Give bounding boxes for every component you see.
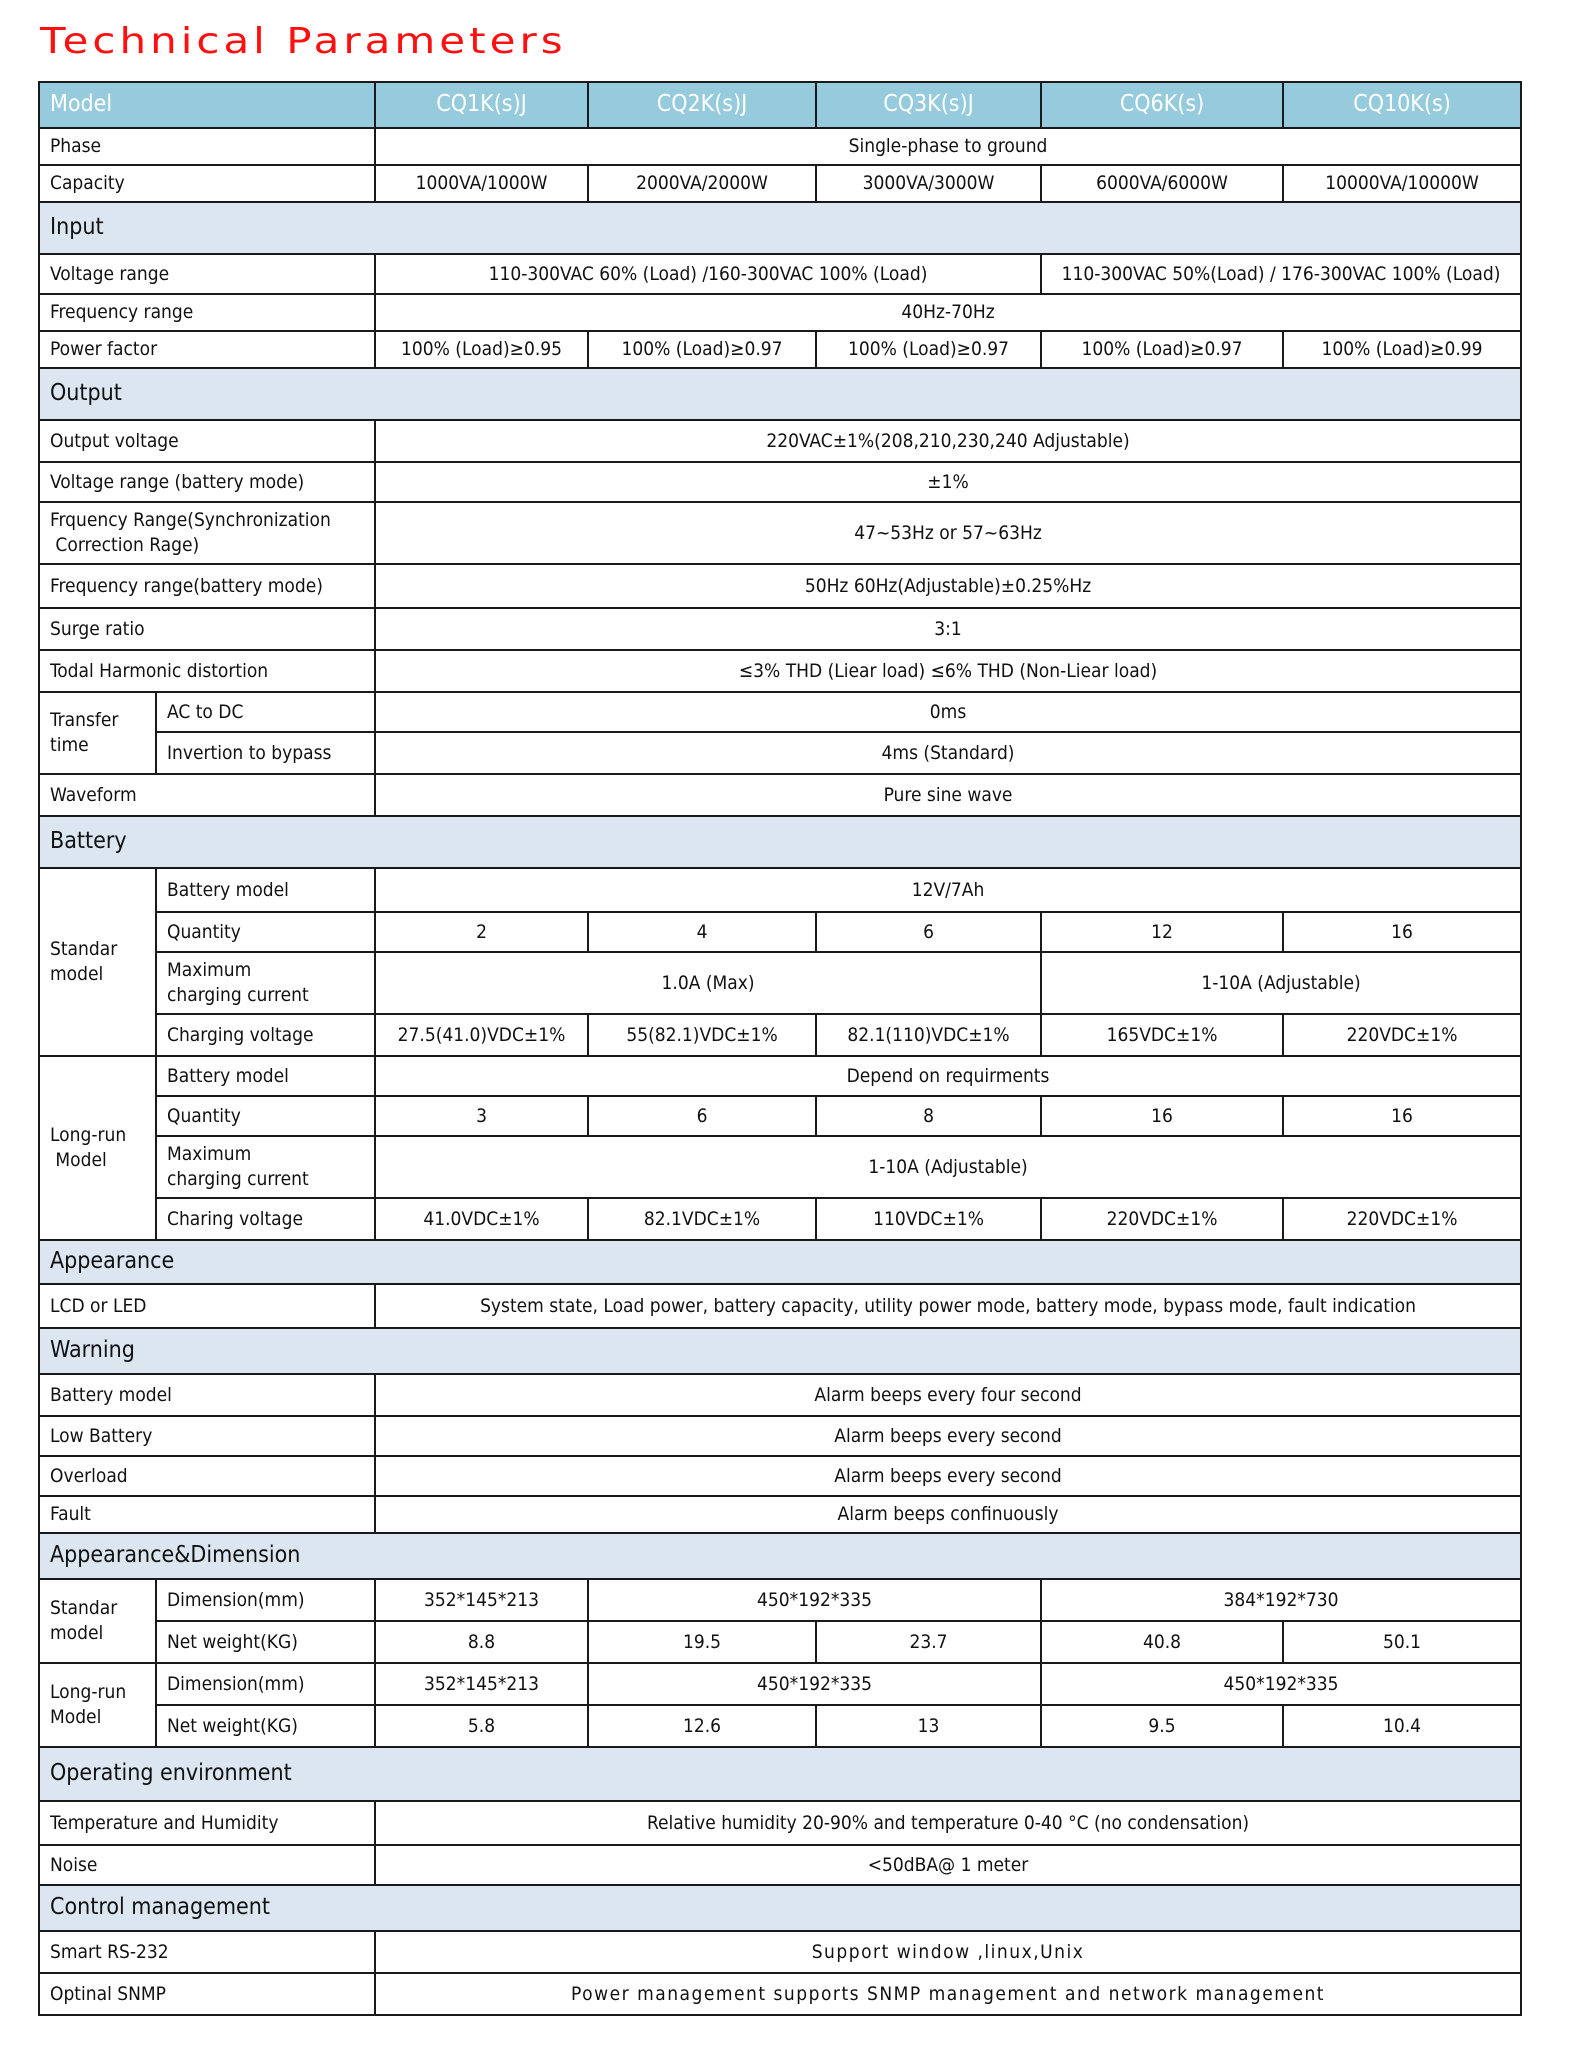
row-label: Battery model: [39, 1374, 375, 1416]
row-label: [156, 1136, 375, 1198]
row-value: 110-300VAC 60% (Load) /160-300VAC 100% (Load): [375, 254, 1041, 294]
section-title: Input: [39, 202, 1521, 254]
row-value: 1-10A (Adjustable): [1041, 952, 1521, 1014]
cell-value: 82.1VDC±1%: [588, 1198, 816, 1240]
table-row: [39, 165, 1521, 202]
section-title: Control management: [39, 1885, 1521, 1931]
section-title: Warning: [39, 1328, 1521, 1374]
table-row: [39, 1801, 1521, 1845]
cell-value: 3: [375, 1096, 588, 1136]
cell-value: 16: [1283, 1096, 1521, 1136]
row-label-line: Maximum: [167, 1143, 252, 1166]
row-label: Fault: [39, 1496, 375, 1533]
row-value: Pure sine wave: [375, 774, 1521, 816]
row-label: Power factor: [39, 331, 375, 368]
table-row: [39, 420, 1521, 462]
row-value: 50Hz 60Hz(Adjustable)±0.25%Hz: [375, 564, 1521, 608]
cell-value: 55(82.1)VDC±1%: [588, 1014, 816, 1056]
row-label: Charging voltage: [156, 1014, 375, 1056]
cell-value: 10000VA/10000W: [1283, 165, 1521, 202]
group-label-line: Long-run: [50, 1681, 127, 1704]
section-header-dimension: [39, 1533, 1521, 1579]
cell-value: 10.4: [1283, 1705, 1521, 1747]
table-row: [39, 868, 1521, 912]
row-label: Todal Harmonic distortion: [39, 650, 375, 692]
row-value: 1-10A (Adjustable): [375, 1136, 1521, 1198]
cell-value: 110VDC±1%: [816, 1198, 1041, 1240]
table-row: [39, 912, 1521, 952]
row-label: Output voltage: [39, 420, 375, 462]
group-label-line: Standar: [50, 1597, 118, 1620]
table-row: [39, 1198, 1521, 1240]
row-label: Noise: [39, 1845, 375, 1885]
cell-value: 8.8: [375, 1621, 588, 1663]
cell-value: 100% (Load)≥0.95: [375, 331, 588, 368]
row-label: Voltage range (battery mode): [39, 462, 375, 502]
row-label: Overload: [39, 1456, 375, 1496]
row-label: Smart RS-232: [39, 1931, 375, 1973]
row-value: 0ms: [375, 692, 1521, 732]
table-row: [39, 1845, 1521, 1885]
cell-value: 23.7: [816, 1621, 1041, 1663]
group-label: [39, 1663, 156, 1747]
group-label-line: Long-run: [50, 1124, 127, 1147]
row-label: Surge ratio: [39, 608, 375, 650]
row-value: Support window ,linux,Unix: [375, 1931, 1521, 1973]
section-title: Battery: [39, 816, 1521, 868]
table-row: [39, 608, 1521, 650]
section-title: Operating environment: [39, 1747, 1521, 1801]
row-label: Net weight(KG): [156, 1621, 375, 1663]
row-label: [156, 952, 375, 1014]
row-label: Voltage range: [39, 254, 375, 294]
cell-value: 2: [375, 912, 588, 952]
table-row: [39, 1496, 1521, 1533]
row-value: ≤3% THD (Liear load) ≤6% THD (Non-Liear load): [375, 650, 1521, 692]
row-label: Quantity: [156, 1096, 375, 1136]
section-header-input: [39, 202, 1521, 254]
cell-value: 6: [816, 912, 1041, 952]
table-row: [39, 254, 1521, 294]
table-row: [39, 462, 1521, 502]
group-label: [39, 1579, 156, 1663]
table-row: [39, 1931, 1521, 1973]
group-label: [39, 1056, 156, 1240]
row-value: Relative humidity 20-90% and temperature 0-40 °C (no condensation): [375, 1801, 1521, 1845]
cell-value: 4: [588, 912, 816, 952]
row-value: 47~53Hz or 57~63Hz: [375, 502, 1521, 564]
cell-value: 100% (Load)≥0.97: [1041, 331, 1283, 368]
row-value: 4ms (Standard): [375, 732, 1521, 774]
row-label: Frequency range(battery mode): [39, 564, 375, 608]
cell-value: 41.0VDC±1%: [375, 1198, 588, 1240]
row-value: 3:1: [375, 608, 1521, 650]
cell-value: 16: [1041, 1096, 1283, 1136]
row-value: Alarm beeps confinuously: [375, 1496, 1521, 1533]
row-value: 110-300VAC 50%(Load) / 176-300VAC 100% (Load): [1041, 254, 1521, 294]
section-header-control: [39, 1885, 1521, 1931]
row-label: Phase: [39, 128, 375, 165]
cell-value: 6000VA/6000W: [1041, 165, 1283, 202]
table-row: [39, 1056, 1521, 1096]
model-header-cq10k: CQ10K(s): [1283, 82, 1521, 128]
cell-value: 352*145*213: [375, 1579, 588, 1621]
group-label-line: model: [50, 1622, 104, 1644]
row-label-line: Correction Rage): [50, 534, 200, 556]
table-row: [39, 564, 1521, 608]
table-row: [39, 732, 1521, 774]
section-header-battery: [39, 816, 1521, 868]
cell-value: 19.5: [588, 1621, 816, 1663]
cell-value: 3000VA/3000W: [816, 165, 1041, 202]
table-row: [39, 692, 1521, 732]
cell-value: 220VDC±1%: [1283, 1014, 1521, 1056]
cell-value: 9.5: [1041, 1705, 1283, 1747]
model-header-cq3k: CQ3K(s)J: [816, 82, 1041, 128]
row-value: 1.0A (Max): [375, 952, 1041, 1014]
row-label: Invertion to bypass: [156, 732, 375, 774]
cell-value: 352*145*213: [375, 1663, 588, 1705]
group-label-line: time: [50, 734, 89, 756]
model-header-cq2k: CQ2K(s)J: [588, 82, 816, 128]
cell-value: 165VDC±1%: [1041, 1014, 1283, 1056]
cell-value: 8: [816, 1096, 1041, 1136]
row-label-line: Frquency Range(Synchronization: [50, 509, 331, 532]
row-value: 40Hz-70Hz: [375, 294, 1521, 331]
row-label: Dimension(mm): [156, 1663, 375, 1705]
row-label: AC to DC: [156, 692, 375, 732]
cell-value: 27.5(41.0)VDC±1%: [375, 1014, 588, 1056]
cell-value: 450*192*335: [588, 1663, 1041, 1705]
row-label: LCD or LED: [39, 1284, 375, 1328]
cell-value: 5.8: [375, 1705, 588, 1747]
table-row: [39, 1456, 1521, 1496]
row-value: Single-phase to ground: [375, 128, 1521, 165]
model-header-label: Model: [39, 82, 375, 128]
cell-value: 384*192*730: [1041, 1579, 1521, 1621]
row-label: Low Battery: [39, 1416, 375, 1456]
table-row: [39, 1663, 1521, 1705]
row-label: Capacity: [39, 165, 375, 202]
section-header-environment: [39, 1747, 1521, 1801]
cell-value: 220VDC±1%: [1041, 1198, 1283, 1240]
row-label: Charing voltage: [156, 1198, 375, 1240]
cell-value: 16: [1283, 912, 1521, 952]
page-title: Technical Parameters: [40, 20, 567, 62]
cell-value: 12: [1041, 912, 1283, 952]
model-header-row: [39, 82, 1521, 128]
table-row: [39, 1705, 1521, 1747]
row-value: 12V/7Ah: [375, 868, 1521, 912]
table-row: [39, 1136, 1521, 1198]
row-value: System state, Load power, battery capacity, utility power mode, battery mode, bypass mode, fault indication: [375, 1284, 1521, 1328]
table-row: [39, 952, 1521, 1014]
row-value: Alarm beeps every four second: [375, 1374, 1521, 1416]
table-row: [39, 294, 1521, 331]
cell-value: 82.1(110)VDC±1%: [816, 1014, 1041, 1056]
cell-value: 100% (Load)≥0.97: [588, 331, 816, 368]
table-row: [39, 331, 1521, 368]
table-row: [39, 1284, 1521, 1328]
model-header-cq1k: CQ1K(s)J: [375, 82, 588, 128]
cell-value: 6: [588, 1096, 816, 1136]
row-value: Depend on requirments: [375, 1056, 1521, 1096]
section-title: Appearance: [39, 1240, 1521, 1284]
cell-value: 100% (Load)≥0.99: [1283, 331, 1521, 368]
row-value: <50dBA@ 1 meter: [375, 1845, 1521, 1885]
row-label: Quantity: [156, 912, 375, 952]
row-value: ±1%: [375, 462, 1521, 502]
group-label-line: model: [50, 963, 104, 985]
row-label: Net weight(KG): [156, 1705, 375, 1747]
cell-value: 1000VA/1000W: [375, 165, 588, 202]
technical-parameters-table: [38, 81, 1522, 2016]
row-value: 220VAC±1%(208,210,230,240 Adjustable): [375, 420, 1521, 462]
table-row: [39, 650, 1521, 692]
row-label-line: Maximum: [167, 959, 252, 982]
row-value: Alarm beeps every second: [375, 1416, 1521, 1456]
row-label: Frequency range: [39, 294, 375, 331]
row-label: Dimension(mm): [156, 1579, 375, 1621]
table-row: [39, 1014, 1521, 1056]
group-label-line: Model: [50, 1706, 102, 1728]
section-title: Output: [39, 368, 1521, 420]
group-label-line: Standar: [50, 938, 118, 961]
cell-value: 450*192*335: [1041, 1663, 1521, 1705]
section-header-warning: [39, 1328, 1521, 1374]
row-label: Optinal SNMP: [39, 1973, 375, 2015]
group-label: [39, 868, 156, 1056]
table-row: [39, 502, 1521, 564]
row-label: Battery model: [156, 868, 375, 912]
cell-value: 100% (Load)≥0.97: [816, 331, 1041, 368]
row-label: Temperature and Humidity: [39, 1801, 375, 1845]
group-label: [39, 692, 156, 774]
cell-value: 12.6: [588, 1705, 816, 1747]
cell-value: 2000VA/2000W: [588, 165, 816, 202]
row-label: Battery model: [156, 1056, 375, 1096]
cell-value: 50.1: [1283, 1621, 1521, 1663]
row-label-line: charging current: [167, 1168, 309, 1190]
cell-value: 13: [816, 1705, 1041, 1747]
section-header-output: [39, 368, 1521, 420]
table-row: [39, 1416, 1521, 1456]
row-label-line: charging current: [167, 984, 309, 1006]
model-header-cq6k: CQ6K(s): [1041, 82, 1283, 128]
cell-value: 220VDC±1%: [1283, 1198, 1521, 1240]
group-label-line: Model: [50, 1149, 107, 1171]
table-row: [39, 128, 1521, 165]
table-row: [39, 1374, 1521, 1416]
section-header-appearance: [39, 1240, 1521, 1284]
cell-value: 450*192*335: [588, 1579, 1041, 1621]
table-row: [39, 1973, 1521, 2015]
row-label: Waveform: [39, 774, 375, 816]
group-label-line: Transfer: [50, 709, 119, 732]
row-value: Alarm beeps every second: [375, 1456, 1521, 1496]
row-value: Power management supports SNMP management and network management: [375, 1973, 1521, 2015]
section-title: Appearance&Dimension: [39, 1533, 1521, 1579]
table-row: [39, 1096, 1521, 1136]
table-row: [39, 774, 1521, 816]
table-row: [39, 1579, 1521, 1621]
table-row: [39, 1621, 1521, 1663]
row-label: [39, 502, 375, 564]
cell-value: 40.8: [1041, 1621, 1283, 1663]
